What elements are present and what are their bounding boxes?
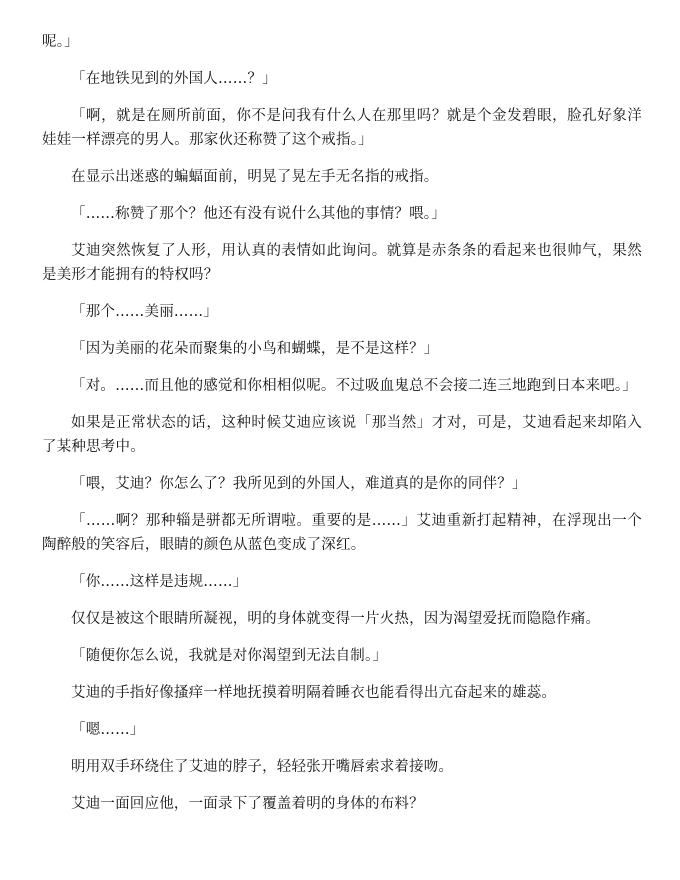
paragraph-10: 如果是正常状态的话，这种时候艾迪应该说「那当然」才对，可是，艾迪看起来却陷入了某种思考中。 [42, 415, 642, 455]
paragraph-4: 在显示出迷惑的蝙蝠面前，明晃了晃左手无名指的戒指。 [71, 169, 439, 185]
paragraph-6: 艾迪突然恢复了人形，用认真的表情如此询问。就算是赤条条的看起来也很帅气，果然是美形才能拥有的特权吗？ [42, 243, 642, 283]
paragraph-12: 「……啊？那种辎是骈都无所谓啦。重要的是……」艾迪重新打起精神，在浮现出一个陶醉般的笑容后，眼睛的颜色从蓝色变成了深红。 [42, 513, 642, 553]
paragraph-14: 仅仅是被这个眼睛所凝视，明的身体就变得一片火热，因为渴望爱抚而隐隐作痛。 [71, 611, 601, 627]
paragraph-3: 「啊，就是在厕所前面，你不是问我有什么人在那里吗？就是个金发碧眼，脸孔好象洋娃娃一样漂亮的男人。那家伙还称赞了这个戒指。」 [42, 108, 642, 148]
document-page [42, 30, 642, 829]
paragraph-17: 「嗯……」 [71, 722, 145, 738]
paragraph-11: 「喂，艾迪？你怎么了？我所见到的外国人，难道真的是你的同伴？」 [71, 476, 527, 492]
paragraph-7: 「那个……美丽……」 [71, 304, 218, 320]
paragraph-16: 艾迪的手指好像搔痒一样地抚摸着明隔着睡衣也能看得出亢奋起来的雄蕊。 [71, 685, 557, 701]
paragraph-18: 明用双手环绕住了艾迪的脖子，轻轻张开嘴唇索求着接吻。 [71, 759, 454, 775]
paragraph-2: 「在地铁见到的外国人……？」 [71, 71, 277, 87]
paragraph-8: 「因为美丽的花朵而聚集的小鸟和蝴蝶，是不是这样？」 [71, 341, 439, 357]
paragraph-15: 「随便你怎么说，我就是对你渴望到无法自制。」 [71, 648, 388, 664]
paragraph-9: 「对。……而且他的感觉和你相相似呢。不过吸血鬼总不会接二连三地跑到日本来吧。」 [71, 378, 638, 394]
paragraph-1: 呢。」 [42, 34, 79, 50]
paragraph-13: 「你……这样是违规……」 [71, 574, 248, 590]
paragraph-5: 「……称赞了那个？他还有没有说什么其他的事情？喂。」 [71, 206, 446, 222]
paragraph-19: 艾迪一面回应他，一面录下了覆盖着明的身体的布料？ [71, 796, 424, 812]
